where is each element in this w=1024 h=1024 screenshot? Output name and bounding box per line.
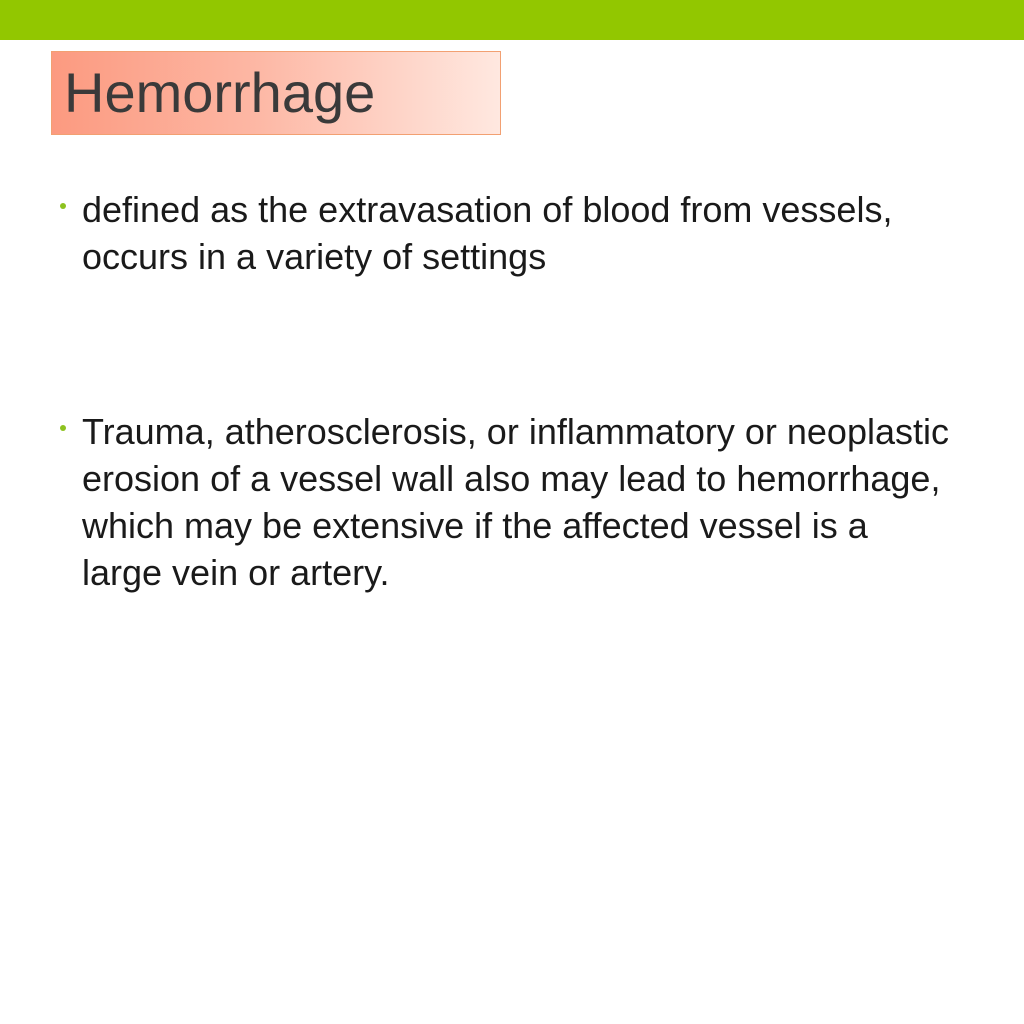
top-accent-bar xyxy=(0,0,1024,40)
title-box xyxy=(51,51,501,135)
bullet-dot-icon xyxy=(60,203,66,209)
bullet-text-1: defined as the extravasation of blood from vessels, occurs in a variety of settings xyxy=(82,189,893,277)
bullet-text-2: Trauma, atherosclerosis, or inflammatory or neoplastic erosion of a vessel wall also may lead to hemorrhage, which may be extensive if the affected vessel is a large vein or artery. xyxy=(82,411,949,593)
bullet-dot-icon xyxy=(60,425,66,431)
slide-title: Hemorrhage xyxy=(64,61,376,124)
